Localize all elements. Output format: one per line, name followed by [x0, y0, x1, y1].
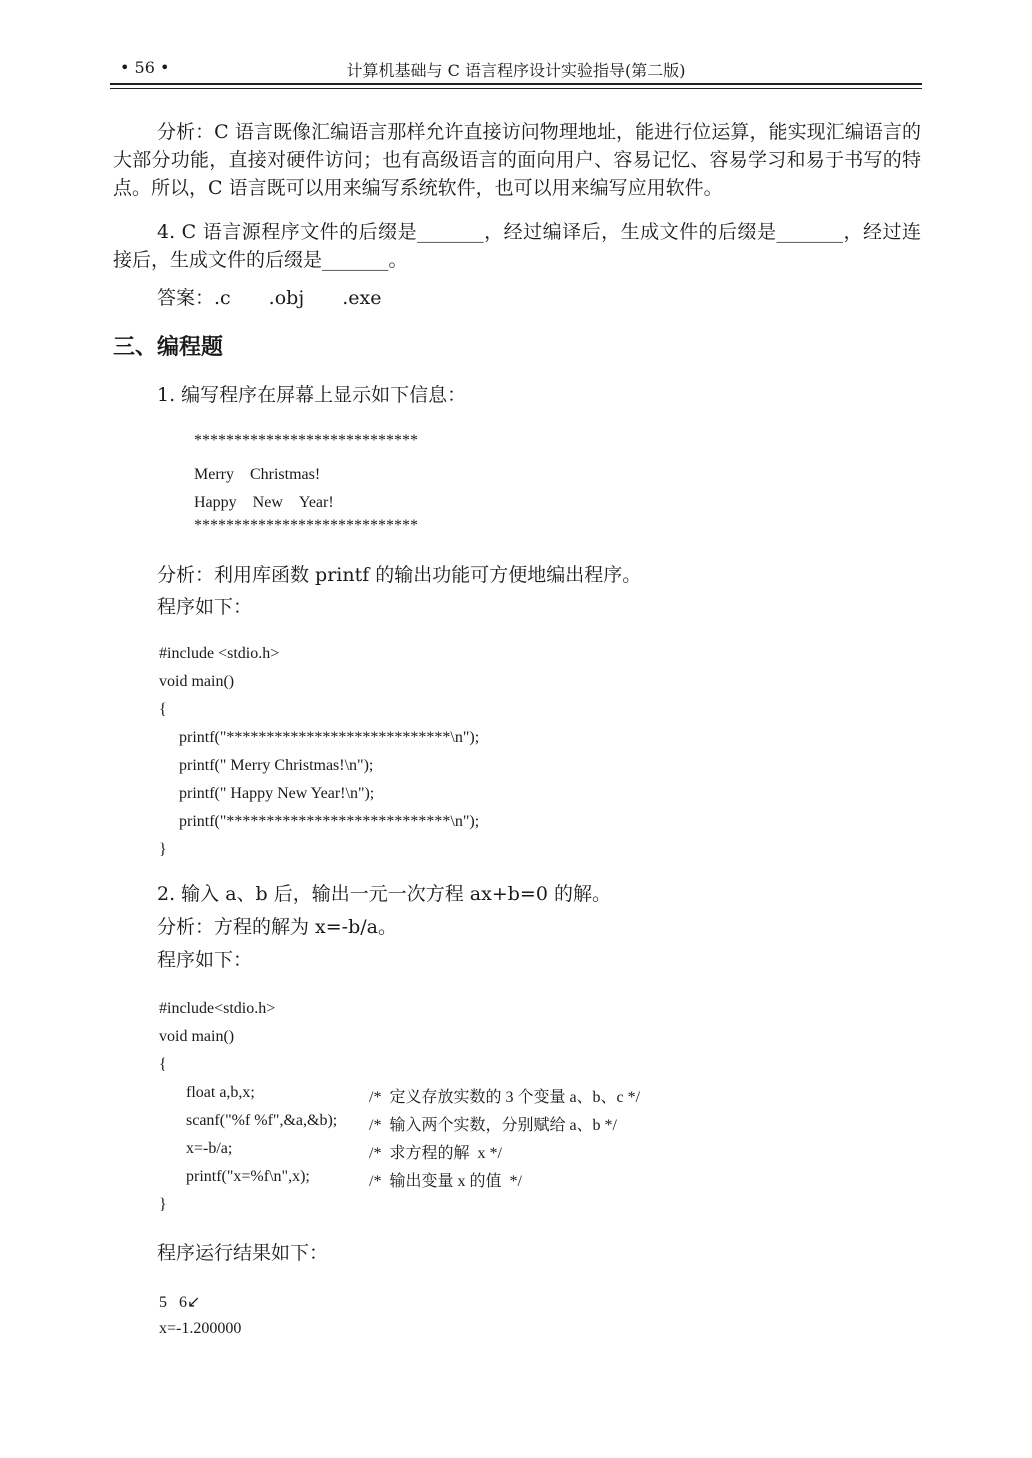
- code-line: printf("x=%f\n",x);: [186, 1168, 310, 1185]
- page-header: [110, 58, 922, 82]
- header-rule-thin: [110, 88, 922, 89]
- running-title: 计算机基础与 C 语言程序设计实验指导(第二版): [346, 61, 686, 80]
- problem-2-analysis: 分析：方程的解为 x=-b/a。: [157, 916, 397, 938]
- code-line: printf(" Happy New Year!\n");: [159, 785, 375, 802]
- code-line: {: [159, 1056, 167, 1073]
- code-line: void main(): [159, 673, 235, 690]
- question-4: 4. C 语言源程序文件的后缀是_______，经过编译后，生成文件的后缀是_______，经过连接后，生成文件的后缀是_______。: [113, 221, 921, 271]
- code-line: #include<stdio.h>: [159, 1000, 276, 1017]
- code-line: scanf("%f %f",&a,&b);: [186, 1112, 338, 1129]
- analysis-paragraph: 分析：C 语言既像汇编语言那样允许直接访问物理地址，能进行位运算，能实现汇编语言的大部分功能，直接对硬件访问；也有高级语言的面向用户、容易记忆、容易学习和易于书写的特点。所以，C 语言既可以用来编写系统软件，也可以用来编写应用软件。: [113, 121, 921, 199]
- section-heading: 三、编程题: [113, 335, 224, 360]
- code-line: }: [159, 1196, 167, 1213]
- code-line: x=-b/a;: [186, 1140, 233, 1157]
- problem-1-program-intro: 程序如下：: [157, 596, 253, 618]
- code-comment: /* 定义存放实数的 3 个变量 a、b、c */: [369, 1089, 641, 1106]
- display-line: Happy New Year!: [194, 494, 334, 511]
- answer-4: 答案：.c .obj .exe: [157, 287, 382, 309]
- code-comment: /* 输出变量 x 的值 */: [369, 1173, 522, 1190]
- problem-2-program-intro: 程序如下：: [157, 949, 253, 971]
- code-line: void main(): [159, 1028, 235, 1045]
- problem-1-title: 1. 编写程序在屏幕上显示如下信息：: [157, 384, 467, 406]
- code-line: }: [159, 841, 167, 858]
- output-line: x=-1.200000: [159, 1320, 242, 1337]
- code-line: float a,b,x;: [186, 1084, 255, 1101]
- code-line: #include <stdio.h>: [159, 645, 280, 662]
- output-line: 5 6↙: [159, 1294, 201, 1311]
- code-line: printf("****************************\n");: [159, 729, 480, 746]
- code-line: printf(" Merry Christmas!\n");: [159, 757, 374, 774]
- page-number: • 56 •: [120, 58, 170, 77]
- code-comment: /* 输入两个实数，分别赋给 a、b */: [369, 1117, 617, 1134]
- code-comment: /* 求方程的解 x */: [369, 1145, 502, 1162]
- display-line: Merry Christmas!: [194, 466, 321, 483]
- display-line: ****************************: [194, 517, 418, 534]
- display-line: ****************************: [194, 432, 418, 449]
- result-intro: 程序运行结果如下：: [157, 1242, 329, 1264]
- code-line: {: [159, 701, 167, 718]
- problem-1-analysis: 分析：利用库函数 printf 的输出功能可方便地编出程序。: [157, 564, 642, 586]
- code-line: printf("****************************\n");: [159, 813, 480, 830]
- header-rule-thick: [110, 83, 922, 85]
- problem-2-title: 2. 输入 a、b 后，输出一元一次方程 ax+b=0 的解。: [157, 883, 611, 905]
